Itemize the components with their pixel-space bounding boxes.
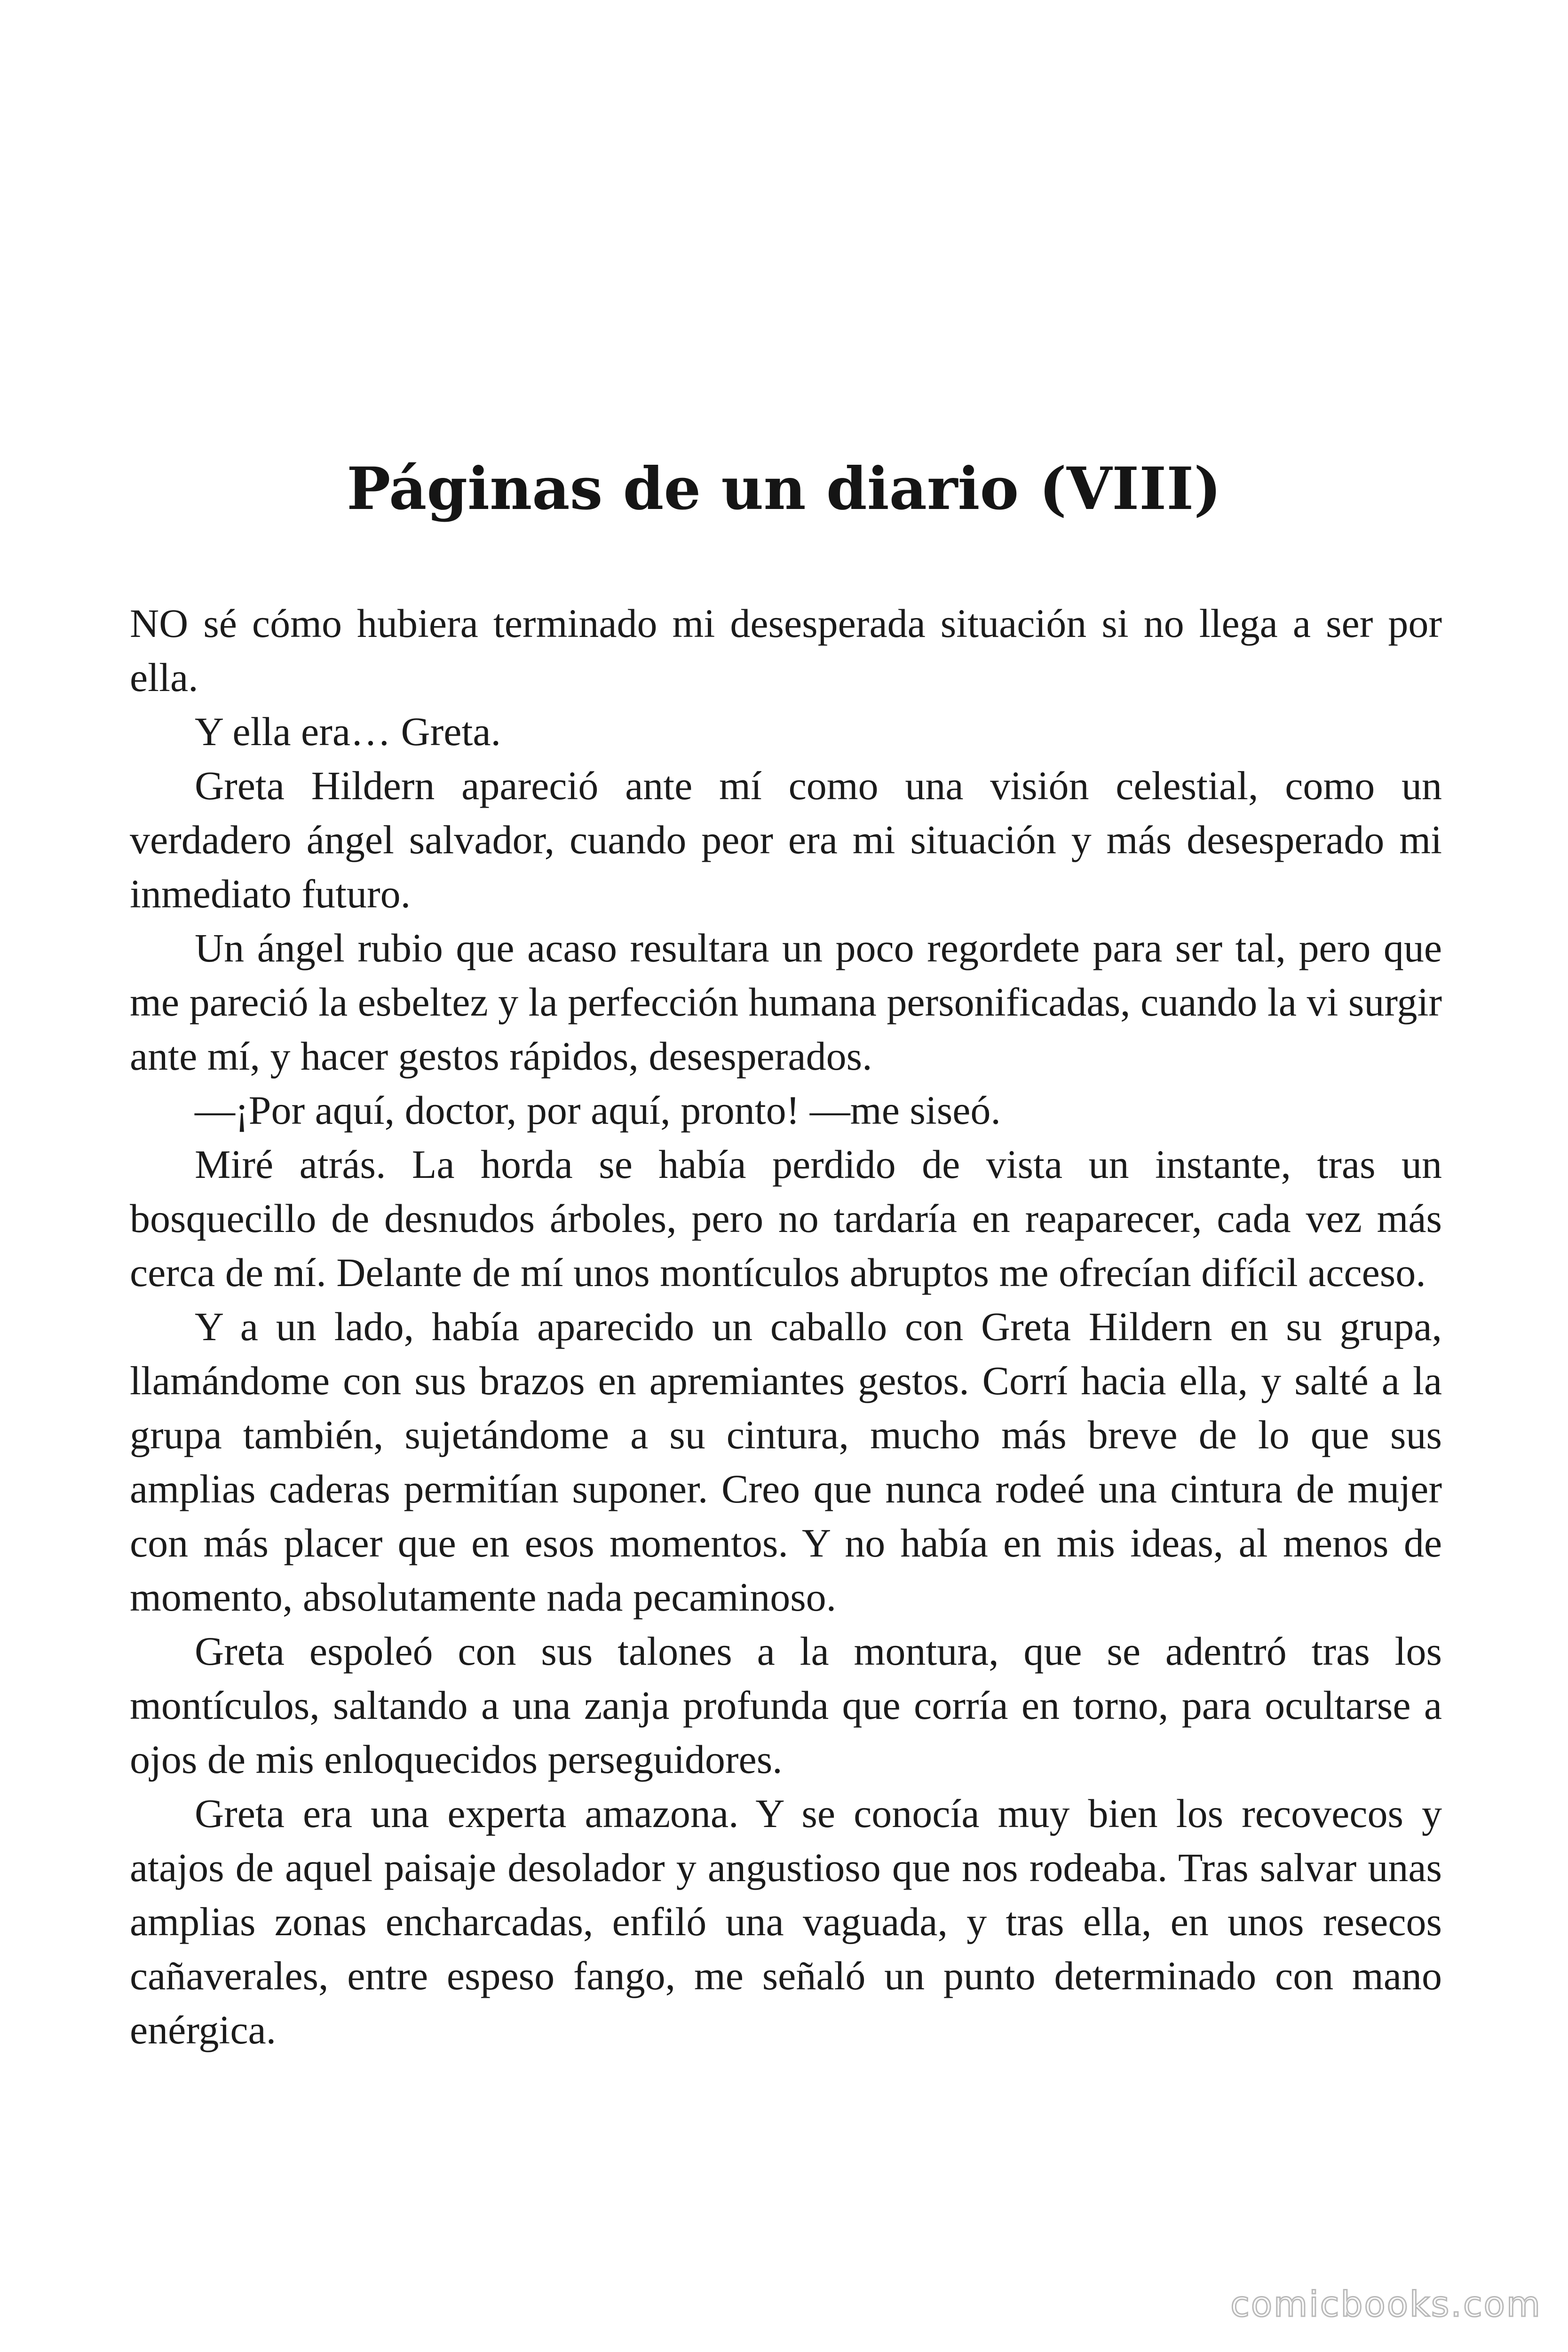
chapter-title: Páginas de un diario (VIII) [347,455,1221,523]
paragraph: Y ella era… Greta. [195,709,501,754]
watermark: comicbooks.com [1230,2284,1542,2325]
paragraph: Greta era una experta amazona. Y se conocía muy bien los recovecos y atajos de aquel paisaje desolador y angustioso que nos rodeaba. Tras salvar unas amplias zonas encharcadas, enfiló una vaguada, y tras ella, en unos resecos cañaverales, entre espeso fango, me señaló un punto determinado con mano enérgica. [130,1791,1442,2052]
paragraph: NO sé cómo hubiera terminado mi desesperada situación si no llega a ser por ella. [130,601,1442,700]
paragraph: Greta espoleó con sus talones a la montura, que se adentró tras los montículos, saltando a una zanja profunda que corría en torno, para ocultarse a ojos de mis enloquecidos perseguidores. [130,1629,1442,1782]
chapter-body [130,596,1442,2057]
paragraph: —¡Por aquí, doctor, por aquí, pronto! —me siseó. [195,1088,1001,1133]
paragraph: Miré atrás. La horda se había perdido de vista un instante, tras un bosquecillo de desnudos árboles, pero no tardaría en reaparecer, cada vez más cerca de mí. Delante de mí unos montículos abruptos me ofrecían difícil acceso. [130,1142,1442,1295]
paragraph: Y a un lado, había aparecido un caballo con Greta Hildern en su grupa, llamándome con sus brazos en apremiantes gestos. Corrí hacia ella, y salté a la grupa también, sujetándome a su cintura, mucho más breve de lo que sus amplias caderas permitían suponer. Creo que nunca rodeé una cintura de mujer con más placer que en esos momentos. Y no había en mis ideas, al menos de momento, absolutamente nada pecaminoso. [130,1304,1442,1620]
paragraph: Greta Hildern apareció ante mí como una visión celestial, como un verdadero ángel salvador, cuando peor era mi situación y más desesperado mi inmediato futuro. [130,763,1442,916]
paragraph: Un ángel rubio que acaso resultara un poco regordete para ser tal, pero que me pareció la esbeltez y la perfección humana personificadas, cuando la vi surgir ante mí, y hacer gestos rápidos, desesperados. [130,925,1442,1079]
